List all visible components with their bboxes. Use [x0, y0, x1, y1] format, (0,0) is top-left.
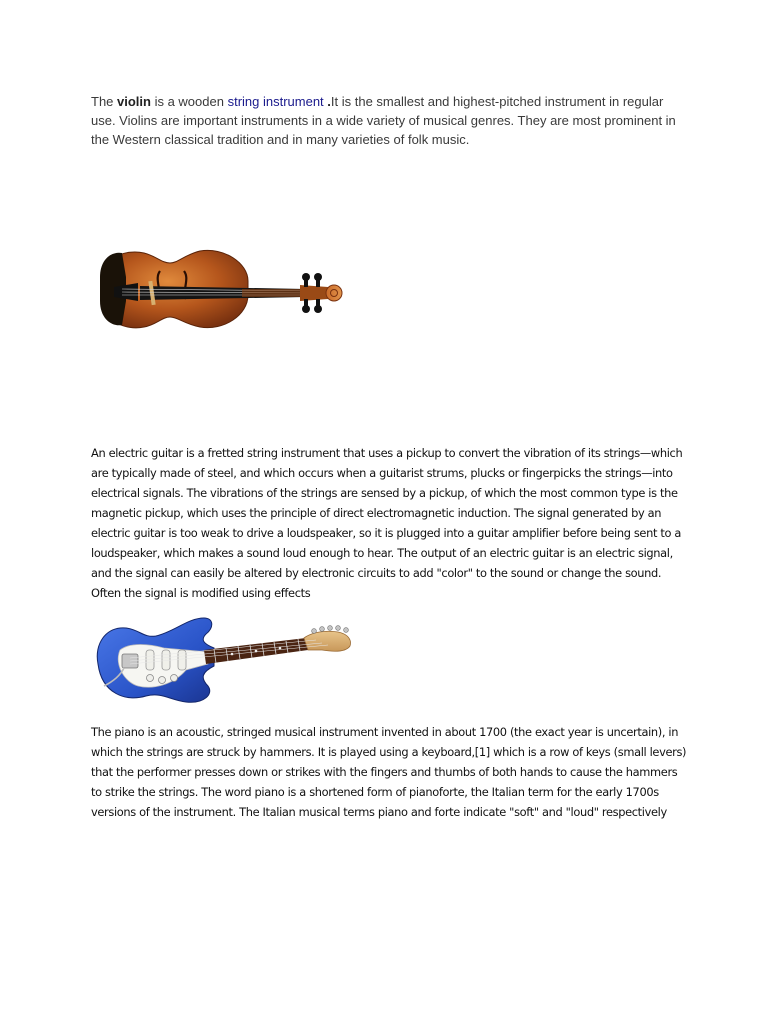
- violin-text-dot: .: [323, 94, 331, 109]
- violin-bold-word: violin: [117, 94, 151, 109]
- violin-text-rest: It is the smallest and highest-pitched instrument in regular use. Violins are important instruments in a wide variety of musical genres. They are most prominent in the Western classical tradition and in many varieties of folk music.: [91, 94, 676, 147]
- violin-text-start: The: [91, 94, 118, 109]
- piano-paragraph: The piano is an acoustic, stringed musical instrument invented in about 1700 (the exact year is uncertain), in which the strings are struck by hammers. It is played using a keyboard,[1] which is a row of keys (small levers) that the performer presses down or strikes with the fingers and thumbs of both hands to cause the hammers to strike the strings. The word piano is a shortened form of pianoforte, the Italian term for the early 1700s versions of the instrument. The Italian musical terms piano and forte indicate "soft" and "loud" respectively: [91, 725, 687, 819]
- string-instrument-link[interactable]: string instrument: [227, 94, 324, 109]
- violin-text-mid: is a wooden: [150, 94, 228, 109]
- electric-guitar-paragraph: An electric guitar is a fretted string instrument that uses a pickup to convert the vibration of its strings—which are typically made of steel, and which occurs when a guitarist strums, plucks or fingerpicks the strings—into electrical signals. The vibrations of the strings are sensed by a pickup, of which the most common type is the magnetic pickup, which uses the principle of direct electromagnetic induction. The signal generated by an electric guitar is too weak to drive a loudspeaker, so it is plugged into a guitar amplifier before being sent to a loudspeaker, which makes a sound loud enough to hear. The output of an electric guitar is an electric signal, and the signal can easily be altered by electronic circuits to add "color" to the sound or change the sound. Often the signal is modified using effects: [91, 446, 683, 600]
- electric-guitar-image: [90, 614, 354, 710]
- violin-image: [92, 237, 350, 347]
- violin-paragraph: [91, 92, 691, 149]
